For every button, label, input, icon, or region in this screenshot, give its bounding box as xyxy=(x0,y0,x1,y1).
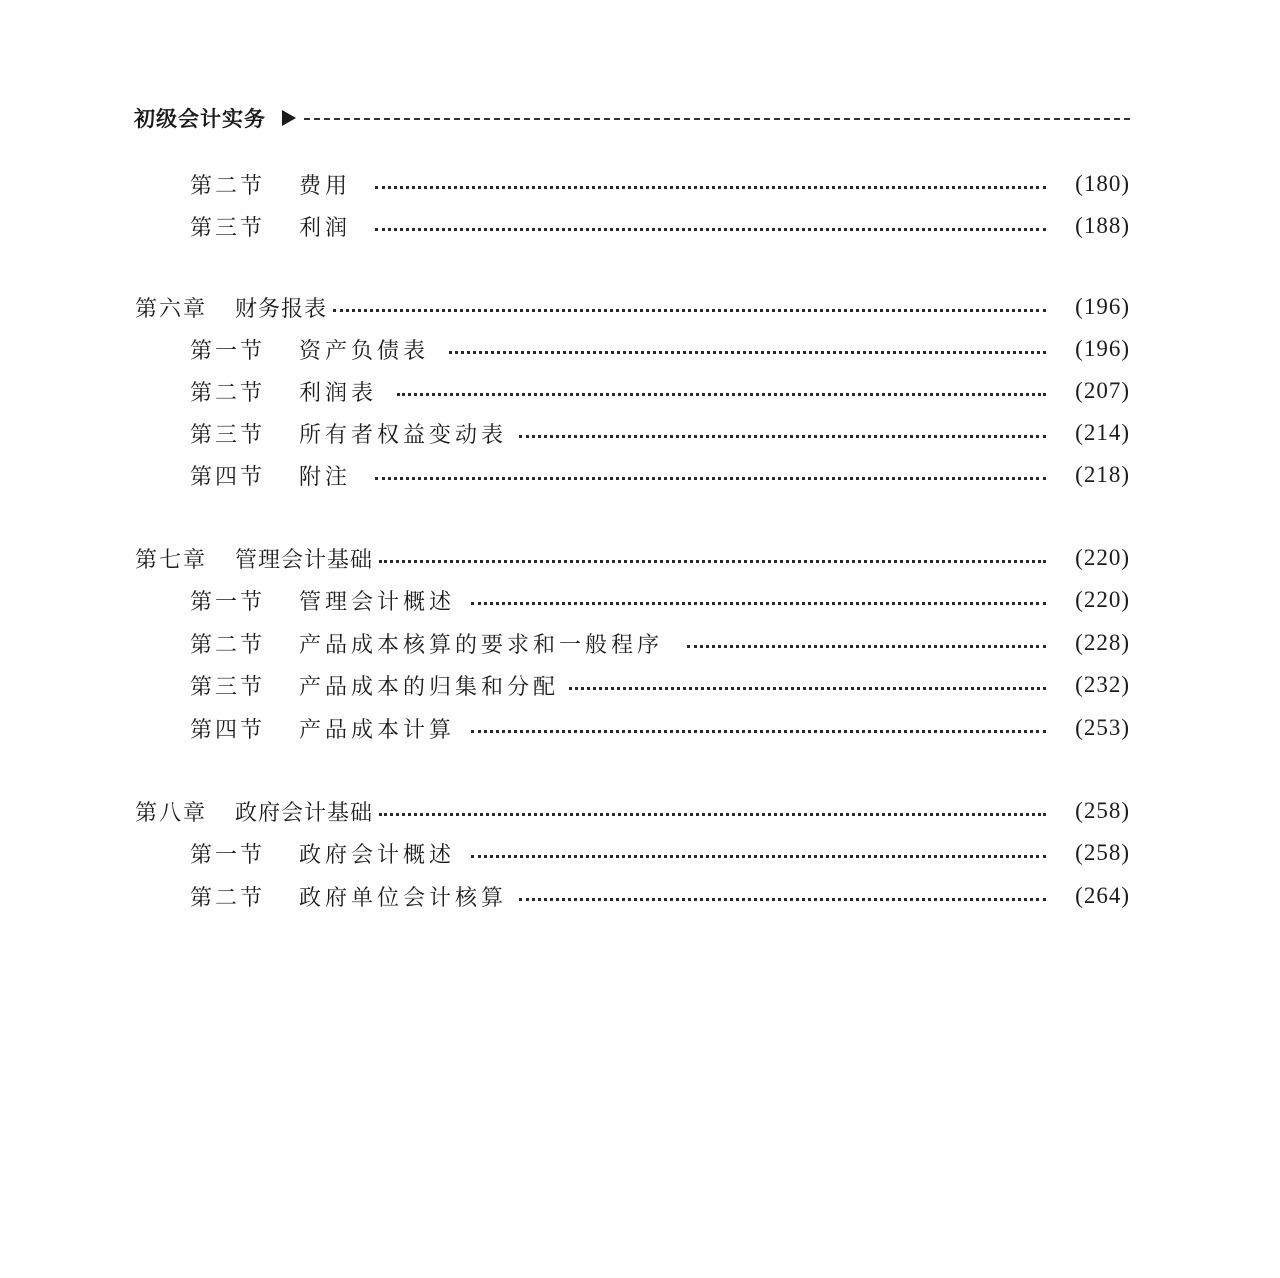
toc-entry-number: 第一节 xyxy=(190,338,266,364)
header-dashed-rule xyxy=(304,118,1130,120)
toc-entry-number: 第一节 xyxy=(190,589,266,615)
toc-entry[interactable] xyxy=(190,711,1130,745)
toc-entry-page: (218) xyxy=(1075,462,1130,487)
toc-entry-number: 第三节 xyxy=(190,674,266,700)
toc-chapter-entry[interactable] xyxy=(135,290,1130,324)
dot-leader xyxy=(449,351,1046,354)
toc-entry-title: 利润表 xyxy=(299,380,378,406)
toc-entry-title: 产品成本的归集和分配 xyxy=(299,674,560,700)
dot-leader xyxy=(375,477,1046,480)
dot-leader xyxy=(375,186,1046,189)
toc-entry-title: 政府会计概述 xyxy=(299,842,456,868)
dot-leader xyxy=(379,813,1046,816)
dot-leader xyxy=(519,435,1046,438)
toc-entry-title: 资产负债表 xyxy=(299,338,430,364)
dot-leader xyxy=(519,898,1046,901)
toc-chapter-entry[interactable] xyxy=(135,794,1130,828)
toc-entry-page: (258) xyxy=(1075,840,1130,865)
toc-entry[interactable] xyxy=(190,374,1130,408)
toc-entry-page: (264) xyxy=(1075,883,1130,908)
toc-chapter-page: (196) xyxy=(1075,294,1130,319)
toc-entry-title: 产品成本计算 xyxy=(299,717,456,743)
toc-entry-page: (196) xyxy=(1075,336,1130,361)
toc-chapter-entry[interactable] xyxy=(135,541,1130,575)
toc-entry[interactable] xyxy=(190,879,1130,913)
toc-entry-number: 第二节 xyxy=(190,885,266,911)
toc-entry[interactable] xyxy=(190,836,1130,870)
dot-leader xyxy=(375,228,1046,231)
dot-leader xyxy=(397,393,1046,396)
toc-chapter-number: 第六章 xyxy=(135,296,208,322)
toc-entry-page: (207) xyxy=(1075,378,1130,403)
toc-entry-page: (228) xyxy=(1075,630,1130,655)
toc-chapter-number: 第七章 xyxy=(135,547,208,573)
toc-chapter-page: (258) xyxy=(1075,798,1130,823)
dot-leader xyxy=(471,602,1046,605)
toc-entry-page: (232) xyxy=(1075,672,1130,697)
toc-entry[interactable] xyxy=(190,167,1130,201)
toc-chapter-title: 管理会计基础 xyxy=(235,547,374,573)
dot-leader xyxy=(333,309,1046,312)
toc-entry-title: 费用 xyxy=(299,173,352,199)
toc-entry-number: 第二节 xyxy=(190,632,266,658)
toc-chapter-title: 财务报表 xyxy=(235,296,328,322)
toc-entry-page: (214) xyxy=(1075,420,1130,445)
toc-entry-number: 第三节 xyxy=(190,215,266,241)
dot-leader xyxy=(569,687,1046,690)
toc-entry-page: (220) xyxy=(1075,587,1130,612)
toc-entry-number: 第一节 xyxy=(190,842,266,868)
toc-entry-page: (253) xyxy=(1075,715,1130,740)
toc-entry[interactable] xyxy=(190,626,1130,660)
toc-entry-page: (188) xyxy=(1075,213,1130,238)
toc-entry-title: 所有者权益变动表 xyxy=(299,422,508,448)
toc-entry-number: 第二节 xyxy=(190,380,266,406)
dot-leader xyxy=(379,560,1046,563)
dot-leader xyxy=(471,730,1046,733)
book-title: 初级会计实务 xyxy=(134,107,266,131)
toc-entry-page: (180) xyxy=(1075,171,1130,196)
toc-entry[interactable] xyxy=(190,332,1130,366)
toc-entry-number: 第二节 xyxy=(190,173,266,199)
toc-entry[interactable] xyxy=(190,209,1130,243)
toc-entry[interactable] xyxy=(190,416,1130,450)
toc-entry[interactable] xyxy=(190,458,1130,492)
toc-chapter-number: 第八章 xyxy=(135,800,208,826)
toc-entry-title: 附注 xyxy=(299,464,352,490)
toc-entry-number: 第三节 xyxy=(190,422,266,448)
toc-entry-number: 第四节 xyxy=(190,717,266,743)
toc-entry[interactable] xyxy=(190,668,1130,702)
dot-leader xyxy=(471,855,1046,858)
toc-entry-title: 利润 xyxy=(299,215,352,241)
toc-entry-title: 管理会计概述 xyxy=(299,589,456,615)
dot-leader xyxy=(687,645,1046,648)
right-triangle-icon xyxy=(282,110,296,126)
running-header xyxy=(134,102,1130,134)
toc-chapter-page: (220) xyxy=(1075,545,1130,570)
toc-entry-number: 第四节 xyxy=(190,464,266,490)
toc-entry[interactable] xyxy=(190,583,1130,617)
toc-entry-title: 产品成本核算的要求和一般程序 xyxy=(299,632,664,658)
toc-entry-title: 政府单位会计核算 xyxy=(299,885,508,911)
toc-chapter-title: 政府会计基础 xyxy=(235,800,374,826)
